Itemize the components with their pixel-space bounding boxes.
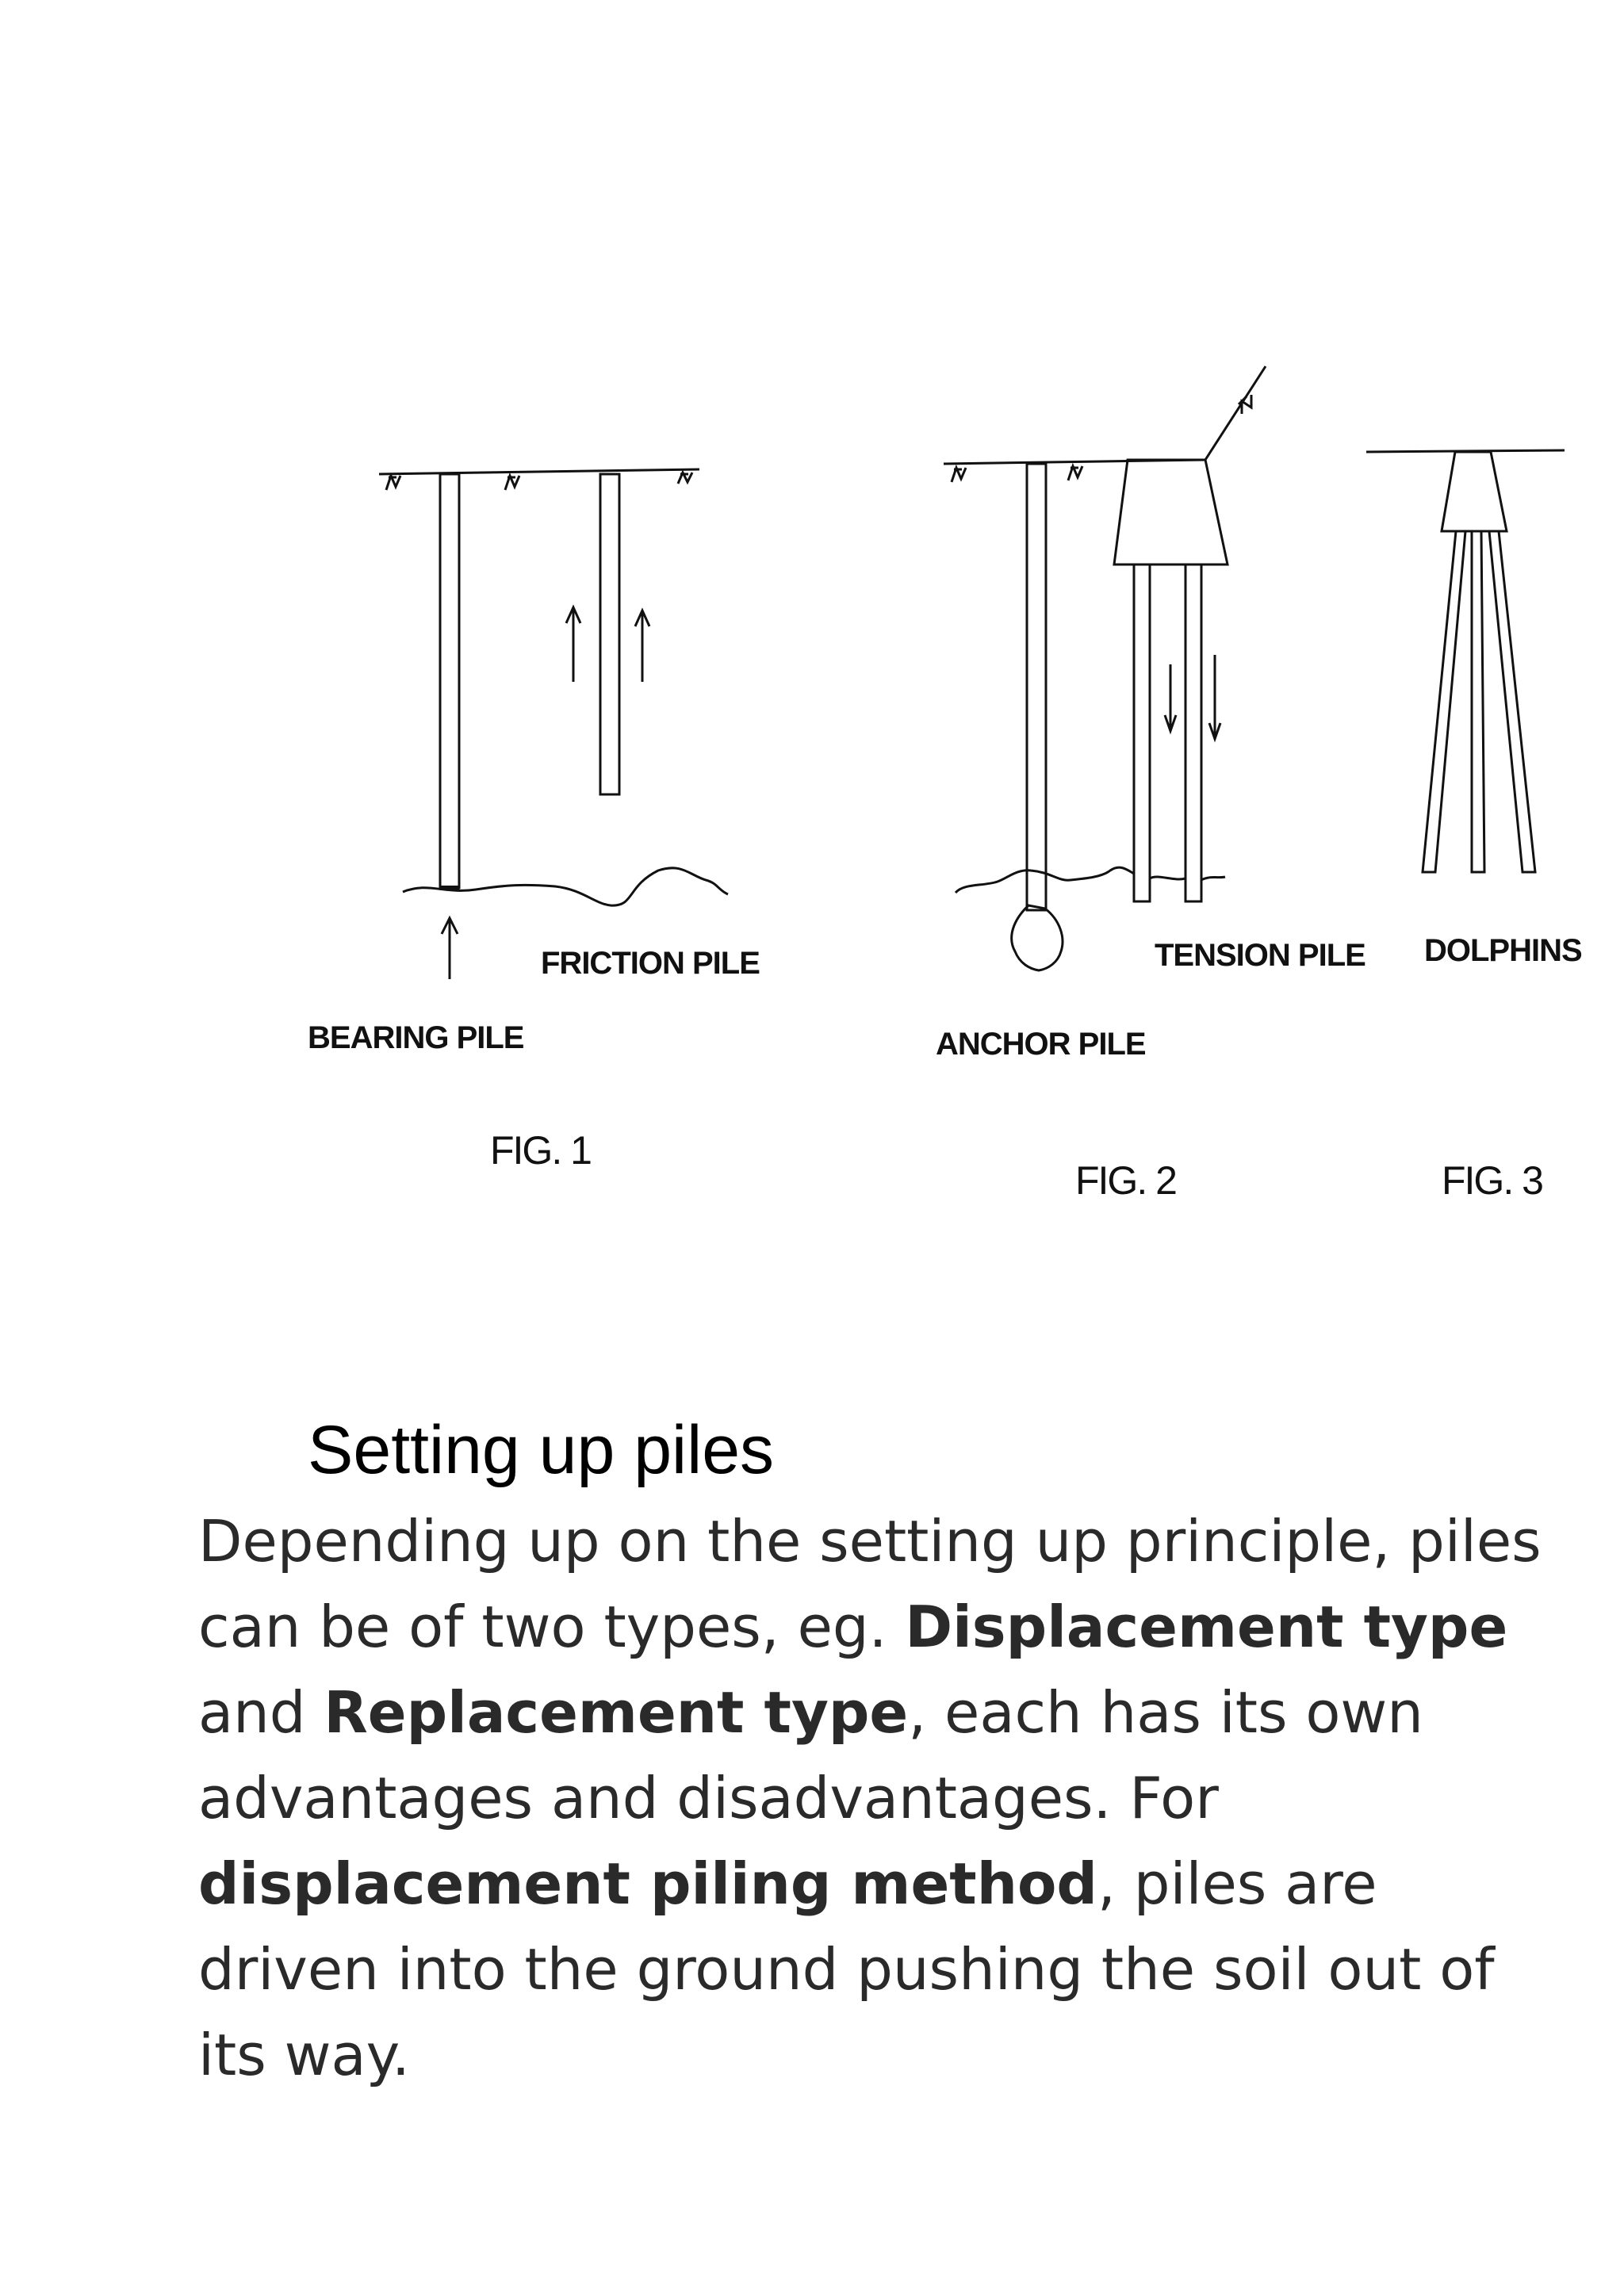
paragraph-text-1: Depending up on the setting up principle, piles can be of two types, eg. [198,1508,1542,1660]
dolphin-cap [1442,452,1507,531]
bearing-pile-shape [440,474,459,888]
label-bearing-pile: BEARING PILE [308,1020,524,1055]
label-friction-pile: FRICTION PILE [541,946,760,981]
caption-fig1: FIG. 1 [490,1128,591,1173]
section-heading: Setting up piles [308,1412,775,1488]
bold-displacement-type: Displacement type [905,1594,1508,1660]
fig3-drawing [1366,450,1565,872]
fig2-drawing [944,366,1266,970]
label-anchor-pile: ANCHOR PILE [936,1027,1146,1062]
tension-pile-2-shape [1185,564,1201,901]
paragraph-text-3: , each has its own advantages and disadvantages. For [198,1679,1423,1831]
tension-pile-1-shape [1134,564,1150,901]
paragraph-text-2: and [198,1679,324,1746]
caption-fig2: FIG. 2 [1075,1158,1176,1203]
label-dolphins: DOLPHINS [1424,933,1582,968]
bold-displacement-piling-method: displacement piling method [198,1850,1097,1917]
bold-replacement-type: Replacement type [324,1679,909,1746]
fig1-drawing [379,469,728,979]
paragraph-text-4: , piles are driven into the ground pushing the soil out of its way. [198,1850,1495,2088]
tension-pile-cap [1114,460,1228,564]
caption-fig3: FIG. 3 [1442,1158,1542,1203]
label-tension-pile: TENSION PILE [1155,938,1365,973]
anchor-pile-shape [1027,464,1046,910]
body-paragraph [198,1498,1546,2098]
friction-pile-shape [600,474,619,794]
